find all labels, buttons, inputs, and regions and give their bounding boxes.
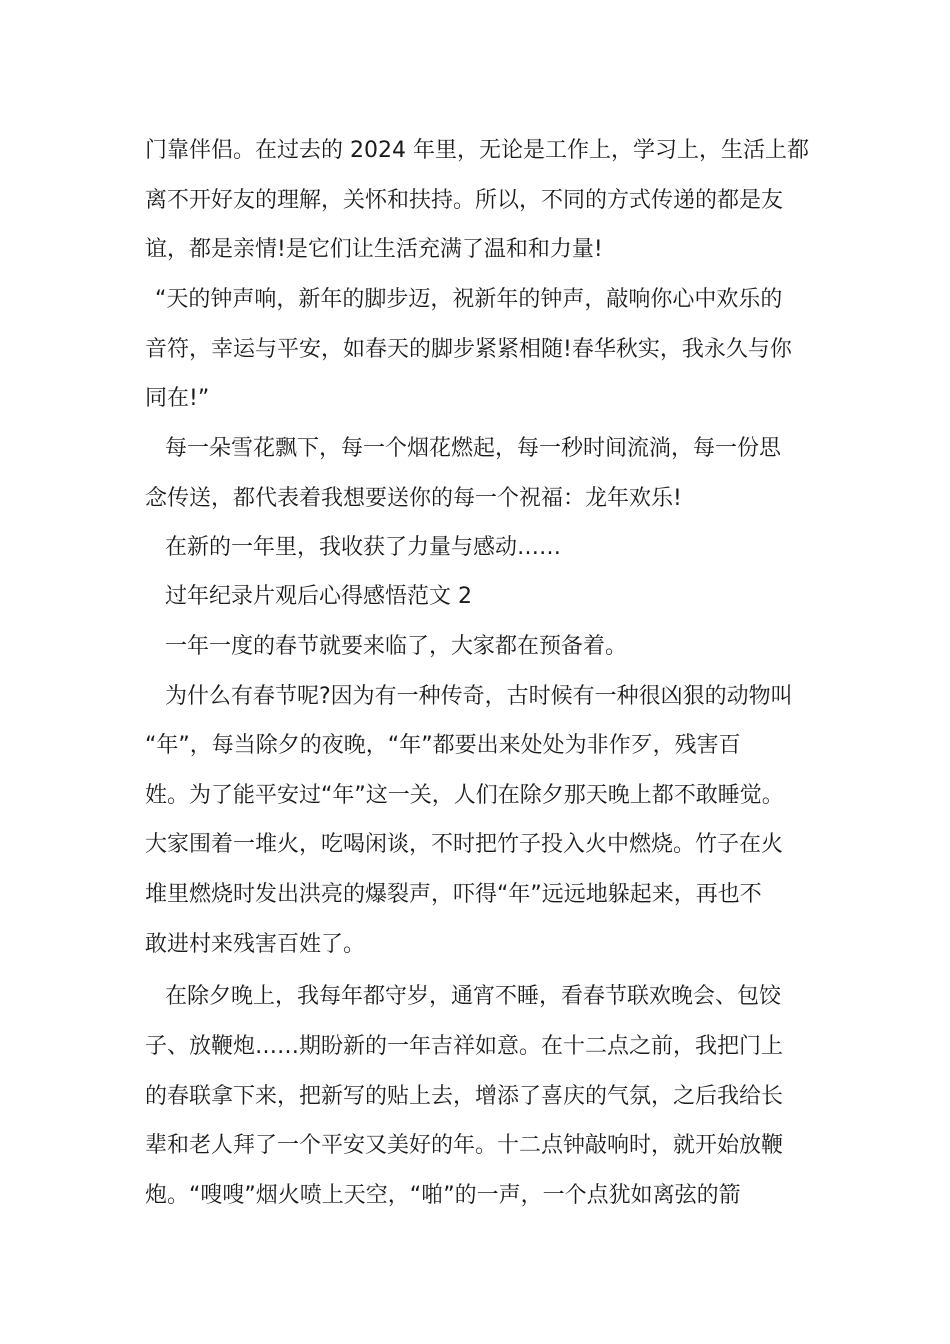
section-heading: 过年纪录片观后心得感悟范文 2 <box>165 584 472 609</box>
paragraph-2-line-1: “天的钟声响，新年的脚步迈，祝新年的钟声，敲响你心中欢乐的 <box>155 287 783 312</box>
paragraph-3-line-2: 念传送，都代表着我想要送你的每一个祝福：龙年欢乐! <box>145 486 682 511</box>
paragraph-3-line-1: 每一朵雪花飘下，每一个烟花燃起，每一秒时间流淌，每一份思 <box>165 436 782 461</box>
paragraph-1-line-1: 门靠伴侣。在过去的 2024 年里，无论是工作上，学习上，生活上都 <box>145 138 809 163</box>
paragraph-4-line-1: 在新的一年里，我收获了力量与感动…… <box>165 535 562 560</box>
paragraph-2-line-3: 同在!” <box>145 386 210 411</box>
paragraph-8-line-2: 子、放鞭炮……期盼新的一年吉祥如意。在十二点之前，我把门上 <box>145 1034 784 1059</box>
paragraph-6-line-1: 一年一度的春节就要来临了，大家都在预备着。 <box>165 634 628 659</box>
paragraph-7-line-1: 为什么有春节呢?因为有一种传奇，古时候有一种很凶狠的动物叫 <box>165 684 793 709</box>
paragraph-1-line-3: 谊，都是亲情!是它们让生活充满了温和和力量! <box>145 237 603 262</box>
paragraph-7-line-5: 堆里燃烧时发出洪亮的爆裂声，吓得“年”远远地躲起来，再也不 <box>145 882 762 907</box>
paragraph-1-line-2: 离不开好友的理解，关怀和扶持。所以，不同的方式传递的都是友 <box>145 188 784 213</box>
paragraph-7-line-2: “年”，每当除夕的夜晚，“年”都要出来处处为非作歹，残害百 <box>145 733 741 758</box>
paragraph-7-line-4: 大家围着一堆火，吃喝闲谈，不时把竹子投入火中燃烧。竹子在火 <box>145 832 784 857</box>
paragraph-8-line-3: 的春联拿下来，把新写的贴上去，增添了喜庆的气氛，之后我给长 <box>145 1084 784 1109</box>
paragraph-8-line-5: 炮。“嗖嗖”烟火喷上天空，“啪”的一声，一个点犹如离弦的箭 <box>145 1183 741 1208</box>
paragraph-8-line-1: 在除夕晚上，我每年都守岁，通宵不睡，看春节联欢晚会、包饺 <box>165 984 782 1009</box>
paragraph-7-line-6: 敢进村来残害百姓了。 <box>145 932 366 957</box>
paragraph-8-line-4: 辈和老人拜了一个平安又美好的年。十二点钟敲响时，就开始放鞭 <box>145 1133 784 1158</box>
paragraph-7-line-3: 姓。为了能平安过“年”这一关，人们在除夕那天晚上都不敢睡觉。 <box>145 783 784 808</box>
paragraph-2-line-2: 音符，幸运与平安，如春天的脚步紧紧相随!春华秋实，我永久与你 <box>145 337 792 362</box>
